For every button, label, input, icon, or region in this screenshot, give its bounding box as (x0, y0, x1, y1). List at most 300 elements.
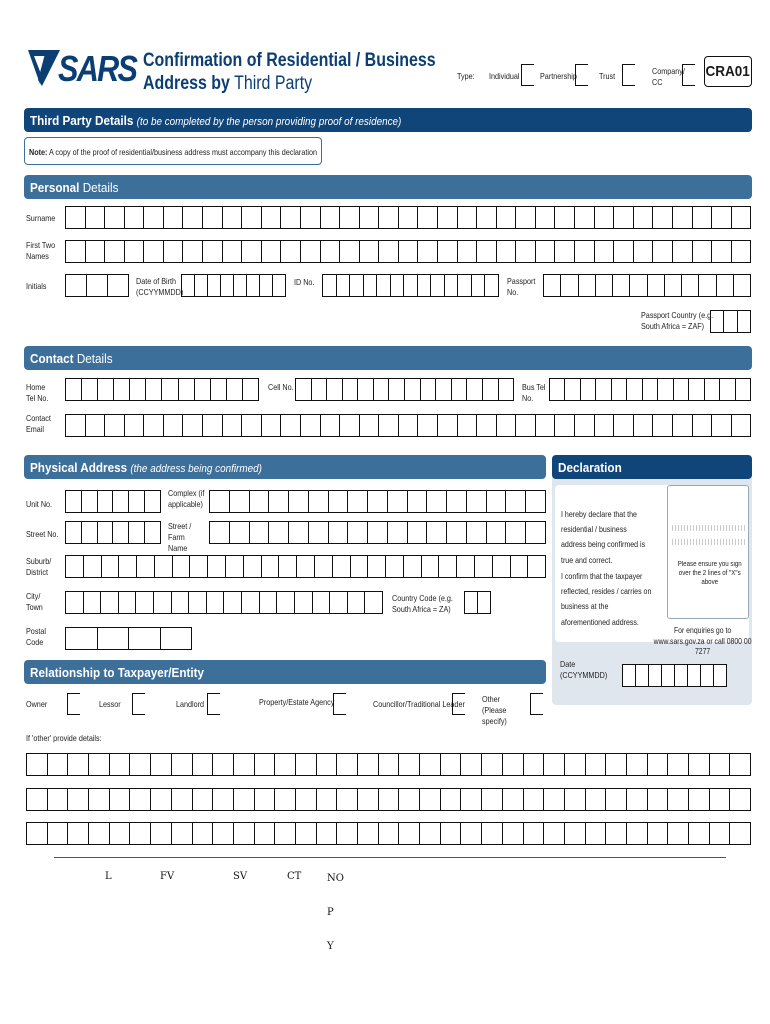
char-cell[interactable] (613, 275, 630, 296)
passport-no-input[interactable] (543, 274, 751, 297)
char-cell[interactable] (595, 207, 615, 228)
char-cell[interactable] (614, 241, 634, 262)
char-cell[interactable] (27, 823, 48, 844)
char-cell[interactable] (526, 522, 546, 543)
char-cell[interactable] (634, 207, 654, 228)
char-cell[interactable] (536, 241, 556, 262)
char-cell[interactable] (110, 823, 131, 844)
char-cell[interactable] (614, 207, 634, 228)
char-cell[interactable] (360, 415, 380, 436)
char-cell[interactable] (333, 556, 351, 577)
char-cell[interactable] (418, 275, 432, 296)
char-cell[interactable] (377, 275, 391, 296)
char-cell[interactable] (179, 379, 195, 400)
char-cell[interactable] (262, 241, 282, 262)
char-cell[interactable] (467, 522, 487, 543)
char-cell[interactable] (668, 789, 689, 810)
char-cell[interactable] (108, 275, 129, 296)
char-cell[interactable] (275, 789, 296, 810)
char-cell[interactable] (714, 665, 727, 686)
char-cell[interactable] (630, 275, 647, 296)
char-cell[interactable] (105, 241, 125, 262)
char-cell[interactable] (98, 522, 114, 543)
char-cell[interactable] (66, 241, 86, 262)
char-cell[interactable] (368, 522, 388, 543)
char-cell[interactable] (119, 592, 137, 613)
char-cell[interactable] (467, 491, 487, 512)
char-cell[interactable] (255, 754, 276, 775)
char-cell[interactable] (516, 415, 536, 436)
char-cell[interactable] (627, 823, 648, 844)
landlord-checkbox[interactable] (207, 693, 220, 715)
char-cell[interactable] (221, 275, 234, 296)
char-cell[interactable] (427, 491, 447, 512)
char-cell[interactable] (689, 379, 704, 400)
char-cell[interactable] (438, 241, 458, 262)
char-cell[interactable] (408, 522, 428, 543)
char-cell[interactable] (673, 207, 693, 228)
char-cell[interactable] (329, 522, 349, 543)
date-input[interactable] (622, 664, 727, 687)
postal-code-input[interactable] (65, 627, 192, 650)
char-cell[interactable] (66, 207, 86, 228)
char-cell[interactable] (102, 556, 120, 577)
char-cell[interactable] (360, 207, 380, 228)
char-cell[interactable] (66, 556, 84, 577)
char-cell[interactable] (151, 754, 172, 775)
char-cell[interactable] (125, 207, 145, 228)
char-cell[interactable] (296, 823, 317, 844)
char-cell[interactable] (105, 207, 125, 228)
char-cell[interactable] (279, 556, 297, 577)
char-cell[interactable] (674, 379, 689, 400)
char-cell[interactable] (648, 823, 669, 844)
char-cell[interactable] (296, 789, 317, 810)
char-cell[interactable] (208, 556, 226, 577)
char-cell[interactable] (66, 491, 82, 512)
char-cell[interactable] (653, 415, 673, 436)
char-cell[interactable] (418, 207, 438, 228)
char-cell[interactable] (289, 491, 309, 512)
char-cell[interactable] (606, 789, 627, 810)
city-input[interactable] (65, 591, 383, 614)
char-cell[interactable] (86, 241, 106, 262)
char-cell[interactable] (144, 207, 164, 228)
char-cell[interactable] (68, 754, 89, 775)
char-cell[interactable] (313, 592, 331, 613)
char-cell[interactable] (738, 311, 751, 332)
other-details-line-3[interactable] (26, 822, 751, 845)
char-cell[interactable] (482, 823, 503, 844)
char-cell[interactable] (581, 379, 596, 400)
char-cell[interactable] (477, 207, 497, 228)
char-cell[interactable] (420, 789, 441, 810)
char-cell[interactable] (399, 754, 420, 775)
char-cell[interactable] (596, 379, 611, 400)
char-cell[interactable] (544, 823, 565, 844)
char-cell[interactable] (301, 241, 321, 262)
char-cell[interactable] (144, 241, 164, 262)
char-cell[interactable] (368, 491, 388, 512)
char-cell[interactable] (301, 207, 321, 228)
char-cell[interactable] (420, 823, 441, 844)
char-cell[interactable] (379, 207, 399, 228)
char-cell[interactable] (309, 522, 329, 543)
char-cell[interactable] (98, 379, 114, 400)
char-cell[interactable] (405, 379, 421, 400)
char-cell[interactable] (317, 754, 338, 775)
char-cell[interactable] (711, 311, 724, 332)
char-cell[interactable] (555, 415, 575, 436)
char-cell[interactable] (66, 522, 82, 543)
char-cell[interactable] (595, 415, 615, 436)
char-cell[interactable] (447, 522, 467, 543)
char-cell[interactable] (389, 379, 405, 400)
char-cell[interactable] (211, 379, 227, 400)
char-cell[interactable] (172, 789, 193, 810)
char-cell[interactable] (643, 379, 658, 400)
char-cell[interactable] (82, 522, 98, 543)
char-cell[interactable] (193, 823, 214, 844)
char-cell[interactable] (477, 241, 497, 262)
char-cell[interactable] (244, 556, 262, 577)
char-cell[interactable] (653, 207, 673, 228)
char-cell[interactable] (172, 823, 193, 844)
char-cell[interactable] (173, 556, 191, 577)
initials-input[interactable] (65, 274, 129, 297)
char-cell[interactable] (575, 207, 595, 228)
char-cell[interactable] (340, 241, 360, 262)
char-cell[interactable] (561, 275, 578, 296)
char-cell[interactable] (164, 207, 184, 228)
char-cell[interactable] (155, 556, 173, 577)
char-cell[interactable] (337, 275, 351, 296)
char-cell[interactable] (544, 789, 565, 810)
other-details-line-2[interactable] (26, 788, 751, 811)
char-cell[interactable] (516, 241, 536, 262)
lessor-checkbox[interactable] (132, 693, 145, 715)
char-cell[interactable] (144, 415, 164, 436)
char-cell[interactable] (277, 592, 295, 613)
char-cell[interactable] (262, 207, 282, 228)
char-cell[interactable] (226, 556, 244, 577)
char-cell[interactable] (89, 789, 110, 810)
char-cell[interactable] (634, 415, 654, 436)
home-tel-input[interactable] (65, 378, 259, 401)
char-cell[interactable] (207, 592, 225, 613)
char-cell[interactable] (213, 789, 234, 810)
char-cell[interactable] (487, 522, 507, 543)
char-cell[interactable] (487, 491, 507, 512)
char-cell[interactable] (555, 207, 575, 228)
char-cell[interactable] (223, 241, 243, 262)
char-cell[interactable] (497, 415, 517, 436)
char-cell[interactable] (89, 754, 110, 775)
char-cell[interactable] (281, 207, 301, 228)
char-cell[interactable] (337, 823, 358, 844)
char-cell[interactable] (273, 275, 286, 296)
char-cell[interactable] (734, 275, 751, 296)
char-cell[interactable] (536, 207, 556, 228)
char-cell[interactable] (497, 241, 517, 262)
char-cell[interactable] (66, 379, 82, 400)
char-cell[interactable] (427, 522, 447, 543)
char-cell[interactable] (472, 275, 486, 296)
char-cell[interactable] (701, 665, 714, 686)
char-cell[interactable] (627, 789, 648, 810)
char-cell[interactable] (317, 789, 338, 810)
char-cell[interactable] (452, 379, 468, 400)
char-cell[interactable] (250, 491, 270, 512)
dob-input[interactable] (181, 274, 286, 297)
first-names-input[interactable] (65, 240, 751, 263)
char-cell[interactable] (606, 754, 627, 775)
char-cell[interactable] (441, 754, 462, 775)
char-cell[interactable] (136, 592, 154, 613)
char-cell[interactable] (269, 491, 289, 512)
char-cell[interactable] (321, 241, 341, 262)
id-no-input[interactable] (322, 274, 499, 297)
char-cell[interactable] (364, 275, 378, 296)
char-cell[interactable] (351, 556, 369, 577)
char-cell[interactable] (524, 754, 545, 775)
char-cell[interactable] (213, 823, 234, 844)
char-cell[interactable] (516, 207, 536, 228)
char-cell[interactable] (330, 592, 348, 613)
char-cell[interactable] (223, 207, 243, 228)
char-cell[interactable] (528, 556, 546, 577)
char-cell[interactable] (710, 789, 731, 810)
char-cell[interactable] (348, 491, 368, 512)
char-cell[interactable] (348, 592, 366, 613)
char-cell[interactable] (250, 522, 270, 543)
char-cell[interactable] (705, 379, 720, 400)
char-cell[interactable] (648, 789, 669, 810)
char-cell[interactable] (86, 207, 106, 228)
char-cell[interactable] (614, 415, 634, 436)
char-cell[interactable] (110, 789, 131, 810)
char-cell[interactable] (89, 823, 110, 844)
char-cell[interactable] (255, 789, 276, 810)
char-cell[interactable] (441, 823, 462, 844)
char-cell[interactable] (689, 823, 710, 844)
char-cell[interactable] (145, 491, 161, 512)
char-cell[interactable] (477, 415, 497, 436)
char-cell[interactable] (151, 789, 172, 810)
char-cell[interactable] (130, 789, 151, 810)
char-cell[interactable] (66, 592, 84, 613)
char-cell[interactable] (445, 275, 459, 296)
char-cell[interactable] (689, 754, 710, 775)
char-cell[interactable] (340, 207, 360, 228)
char-cell[interactable] (586, 823, 607, 844)
char-cell[interactable] (101, 592, 119, 613)
char-cell[interactable] (343, 379, 359, 400)
char-cell[interactable] (565, 379, 580, 400)
char-cell[interactable] (66, 415, 86, 436)
char-cell[interactable] (208, 275, 221, 296)
char-cell[interactable] (242, 415, 262, 436)
char-cell[interactable] (710, 754, 731, 775)
char-cell[interactable] (420, 754, 441, 775)
char-cell[interactable] (673, 241, 693, 262)
char-cell[interactable] (586, 789, 607, 810)
char-cell[interactable] (606, 823, 627, 844)
char-cell[interactable] (161, 628, 193, 649)
char-cell[interactable] (368, 556, 386, 577)
char-cell[interactable] (379, 241, 399, 262)
char-cell[interactable] (732, 207, 752, 228)
char-cell[interactable] (66, 628, 98, 649)
char-cell[interactable] (649, 665, 662, 686)
char-cell[interactable] (154, 592, 172, 613)
bus-tel-input[interactable] (549, 378, 751, 401)
char-cell[interactable] (730, 823, 751, 844)
char-cell[interactable] (260, 592, 278, 613)
char-cell[interactable] (482, 789, 503, 810)
char-cell[interactable] (689, 789, 710, 810)
char-cell[interactable] (358, 379, 374, 400)
char-cell[interactable] (612, 379, 627, 400)
char-cell[interactable] (230, 491, 250, 512)
char-cell[interactable] (458, 241, 478, 262)
owner-checkbox[interactable] (67, 693, 80, 715)
char-cell[interactable] (399, 415, 419, 436)
char-cell[interactable] (595, 241, 615, 262)
char-cell[interactable] (565, 789, 586, 810)
char-cell[interactable] (506, 522, 526, 543)
char-cell[interactable] (125, 241, 145, 262)
other-details-line-1[interactable] (26, 753, 751, 776)
char-cell[interactable] (438, 207, 458, 228)
char-cell[interactable] (255, 823, 276, 844)
cell-no-input[interactable] (295, 378, 514, 401)
char-cell[interactable] (388, 522, 408, 543)
char-cell[interactable] (190, 556, 208, 577)
char-cell[interactable] (524, 823, 545, 844)
char-cell[interactable] (213, 754, 234, 775)
char-cell[interactable] (358, 754, 379, 775)
char-cell[interactable] (465, 592, 478, 613)
char-cell[interactable] (506, 491, 526, 512)
type-trust-checkbox[interactable] (622, 64, 635, 86)
char-cell[interactable] (337, 754, 358, 775)
char-cell[interactable] (379, 754, 400, 775)
char-cell[interactable] (441, 789, 462, 810)
char-cell[interactable] (337, 789, 358, 810)
char-cell[interactable] (431, 275, 445, 296)
char-cell[interactable] (712, 415, 732, 436)
char-cell[interactable] (732, 415, 752, 436)
char-cell[interactable] (536, 415, 556, 436)
char-cell[interactable] (315, 556, 333, 577)
char-cell[interactable] (461, 823, 482, 844)
char-cell[interactable] (374, 379, 390, 400)
char-cell[interactable] (82, 379, 98, 400)
char-cell[interactable] (114, 379, 130, 400)
char-cell[interactable] (579, 275, 596, 296)
char-cell[interactable] (203, 207, 223, 228)
char-cell[interactable] (648, 275, 665, 296)
char-cell[interactable] (281, 241, 301, 262)
char-cell[interactable] (627, 754, 648, 775)
surname-input[interactable] (65, 206, 751, 229)
char-cell[interactable] (242, 241, 262, 262)
char-cell[interactable] (732, 241, 752, 262)
type-individual-checkbox[interactable] (521, 64, 534, 86)
char-cell[interactable] (497, 207, 517, 228)
char-cell[interactable] (458, 415, 478, 436)
char-cell[interactable] (668, 754, 689, 775)
char-cell[interactable] (317, 823, 338, 844)
other-checkbox[interactable] (530, 693, 543, 715)
char-cell[interactable] (421, 379, 437, 400)
char-cell[interactable] (379, 823, 400, 844)
char-cell[interactable] (129, 628, 161, 649)
street-name-input[interactable] (209, 521, 546, 544)
char-cell[interactable] (511, 556, 529, 577)
char-cell[interactable] (27, 789, 48, 810)
char-cell[interactable] (172, 592, 190, 613)
char-cell[interactable] (550, 379, 565, 400)
char-cell[interactable] (262, 556, 280, 577)
char-cell[interactable] (113, 491, 129, 512)
char-cell[interactable] (503, 754, 524, 775)
char-cell[interactable] (340, 415, 360, 436)
char-cell[interactable] (717, 275, 734, 296)
char-cell[interactable] (730, 754, 751, 775)
char-cell[interactable] (329, 491, 349, 512)
char-cell[interactable] (125, 415, 145, 436)
char-cell[interactable] (439, 556, 457, 577)
char-cell[interactable] (693, 207, 713, 228)
char-cell[interactable] (447, 491, 467, 512)
char-cell[interactable] (436, 379, 452, 400)
char-cell[interactable] (242, 592, 260, 613)
char-cell[interactable] (162, 379, 178, 400)
char-cell[interactable] (84, 556, 102, 577)
char-cell[interactable] (193, 789, 214, 810)
char-cell[interactable] (544, 754, 565, 775)
char-cell[interactable] (48, 754, 69, 775)
char-cell[interactable] (234, 823, 255, 844)
char-cell[interactable] (146, 379, 162, 400)
char-cell[interactable] (675, 665, 688, 686)
char-cell[interactable] (289, 522, 309, 543)
char-cell[interactable] (365, 592, 383, 613)
char-cell[interactable] (172, 754, 193, 775)
char-cell[interactable] (243, 379, 259, 400)
char-cell[interactable] (653, 241, 673, 262)
char-cell[interactable] (668, 823, 689, 844)
char-cell[interactable] (327, 379, 343, 400)
char-cell[interactable] (391, 275, 405, 296)
char-cell[interactable] (461, 789, 482, 810)
char-cell[interactable] (137, 556, 155, 577)
char-cell[interactable] (269, 522, 289, 543)
char-cell[interactable] (203, 415, 223, 436)
char-cell[interactable] (399, 207, 419, 228)
char-cell[interactable] (404, 275, 418, 296)
char-cell[interactable] (281, 415, 301, 436)
char-cell[interactable] (224, 592, 242, 613)
char-cell[interactable] (688, 665, 701, 686)
char-cell[interactable] (379, 789, 400, 810)
char-cell[interactable] (145, 522, 161, 543)
char-cell[interactable] (418, 415, 438, 436)
char-cell[interactable] (86, 415, 106, 436)
char-cell[interactable] (482, 754, 503, 775)
